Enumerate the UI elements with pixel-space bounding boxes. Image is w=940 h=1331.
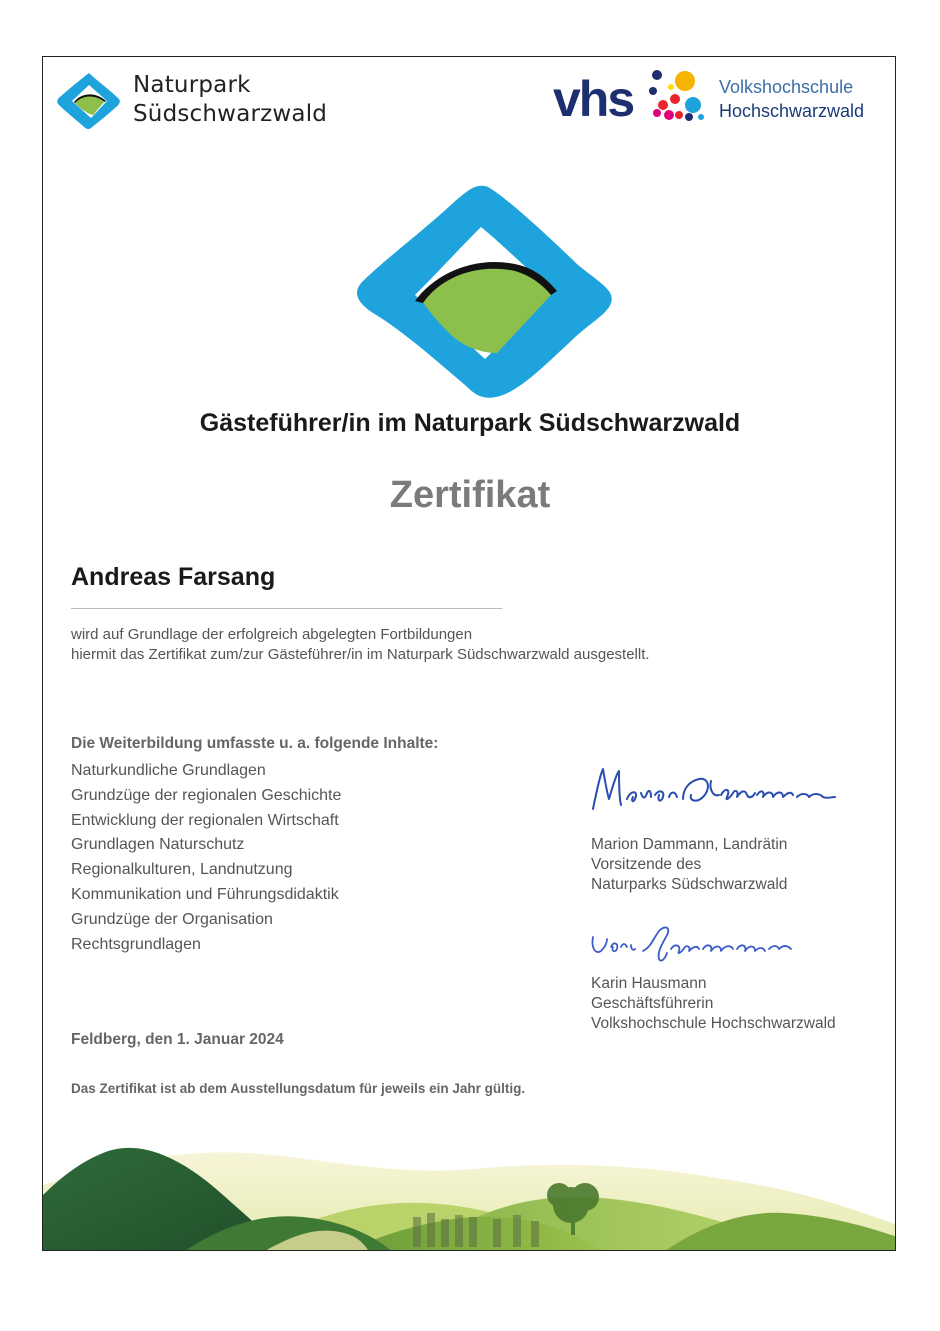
signatory2-block <box>591 974 836 1034</box>
list-item: Rechtsgrundlagen <box>71 935 201 953</box>
list-item: Regionalkulturen, Landnutzung <box>71 861 293 879</box>
naturpark-logo-line2: Südschwarzwald <box>133 101 328 127</box>
list-item: Naturkundliche Grundlagen <box>71 762 266 779</box>
recipient-name: Andreas Farsang <box>71 563 276 591</box>
signatory1-role2: Naturparks Südschwarzwald <box>591 876 788 893</box>
contents-list <box>71 759 341 957</box>
list-item: Entwicklung der regionalen Wirtschaft <box>71 811 339 829</box>
signature-marion-dammann <box>587 759 847 819</box>
certificate-title: Gästeführer/in im Naturpark Südschwarzwald <box>199 409 741 437</box>
intro-line2: hiermit das Zertifikat zum/zur Gästeführer/in im Naturpark Südschwarzwald ausgestellt. <box>71 646 650 663</box>
naturpark-logo-line1: Naturpark <box>133 72 251 98</box>
contents-heading: Die Weiterbildung umfasste u. a. folgende Inhalte: <box>71 735 439 752</box>
certificate-page <box>42 56 896 1251</box>
validity-note: Das Zertifikat ist ab dem Ausstellungsdatum für jeweils ein Jahr gültig. <box>71 1081 526 1096</box>
naturpark-logo-text <box>133 71 327 129</box>
landscape-footer-image <box>43 1125 896 1251</box>
signature-karin-hausmann <box>587 917 807 967</box>
list-item: Grundzüge der regionalen Geschichte <box>71 786 342 804</box>
place-date: Feldberg, den 1. Januar 2024 <box>71 1031 284 1048</box>
intro-text <box>71 625 650 665</box>
colored-dots-icon <box>649 69 709 125</box>
list-item: Kommunikation und Führungsdidaktik <box>71 885 339 903</box>
intro-line1: wird auf Grundlage der erfolgreich abgelegten Fortbildungen <box>71 626 473 643</box>
vhs-logo-line1: Volkshochschule <box>719 77 854 97</box>
signatory2-role1: Geschäftsführerin <box>591 995 714 1012</box>
list-item: Grundlagen Naturschutz <box>71 836 245 854</box>
naturpark-emblem-icon <box>353 181 615 401</box>
naturpark-diamond-icon <box>55 71 123 131</box>
signatory1-block <box>591 835 787 895</box>
vhs-logo-text <box>719 75 864 123</box>
certificate-heading: Zertifikat <box>389 474 551 516</box>
vhs-logo-line2: Hochschwarzwald <box>719 101 865 121</box>
recipient-underline <box>71 608 502 609</box>
vhs-wordmark: vhs <box>553 71 634 127</box>
signatory1-name: Marion Dammann, Landrätin <box>591 836 788 853</box>
signatory2-name: Karin Hausmann <box>591 975 707 992</box>
signatory2-role2: Volkshochschule Hochschwarzwald <box>591 1015 836 1032</box>
signatory1-role1: Vorsitzende des <box>591 856 702 873</box>
list-item: Grundzüge der Organisation <box>71 910 273 928</box>
